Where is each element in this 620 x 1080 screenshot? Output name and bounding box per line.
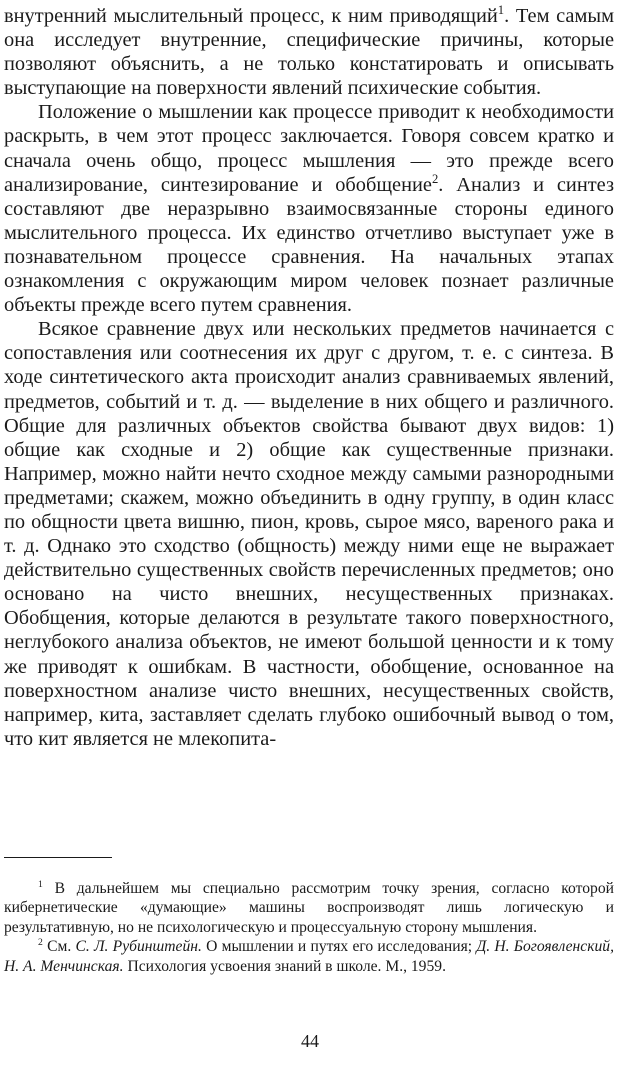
footnote-author: С. Л. Рубинштейн. [75,938,202,956]
footnote [4,937,614,976]
paragraph-text: внутренний мыслительный процесс, к ним приводящий [4,5,498,27]
paragraph-text: Всякое сравнение двух или нескольких предметов начинается с сопоставления или соотнесения их друг с другом, т. е. с синтеза. В ходе синтетического акта происходит анализ сравниваемых явлений, предметов, событий и т. д. — выделение в них общего и различного. Общие для различных объектов свойства бывают двух видов: 1) общие как сходные и 2) общие как существенные признаки. Например, можно найти нечто сходное между самыми разнородными предметами; скажем, можно объединить в одну группу, в один класс по общности цвета вишню, пион, кровь, сырое мясо, вареного рака и т. д. Однако это сходство (общность) между ними еще не выражает действительно существенных свойств перечисленных предметов; оно основано на чисто внешних, несущественных признаках. Обобщения, которые делаются в результате такого поверхностного, неглубокого анализа объектов, не имеют большой ценности и к тому же приводят к ошибкам. В частности, обобщение, основанное на поверхностном анализе чисто внешних, несущественных свойств, например, кита, заставляет сделать глубоко ошибочный вывод о том, что кит является не млекопита- [4,318,614,750]
paragraph-text: Положение о мышлении как процессе приводит к необходимости раскрыть, в чем этот процесс заключается. Говоря совсем кратко и сначала очень общо, процесс мышления — это прежде всего анализирование, синтезирование и обобщение [4,101,614,196]
footnote [4,879,614,937]
footnote-text: О мышлении и путях его исследования; [206,938,473,956]
paragraph [4,4,614,100]
paragraph-text: . Анализ и синтез составляют две неразрывно взаимосвязанные стороны единого мыслительного процесса. Их единство отчетливо выступает уже в познавательном процессе сравнения. На начальных этапах ознакомления с окружающим миром человек познает различные объекты прежде всего путем сравнения. [4,173,615,317]
footnote-divider [4,857,112,858]
paragraph [4,317,614,751]
footnote-author: Д. Н. Богоявленский, Н. А. Менчинская. [4,938,614,975]
footnote-text: См. [47,938,72,956]
footnote-marker: 1 [38,878,43,890]
footnote-text: В дальнейшем мы специально рассмотрим точку зрения, согласно которой кибернетические «думающие» машины воспроизводят лишь логическую и результативную, но не психологическую и процессуальную сторону мышления. [4,880,614,936]
main-text [4,4,614,751]
paragraph-text: . Тем самым она исследует внутренние, специфические причины, которые позволяют объяснить, а не только констатировать и описывать выступающие на поверхности явлений психические события. [4,5,614,100]
footnotes [4,879,614,976]
footnote-text: Психология усвоения знаний в школе. М., 1959. [127,957,446,975]
paragraph [4,100,614,317]
footnote-marker: 2 [38,937,43,949]
page-number: 44 [301,1031,319,1051]
footnote-reference: 2 [431,171,439,186]
footnote-reference: 1 [497,3,505,18]
